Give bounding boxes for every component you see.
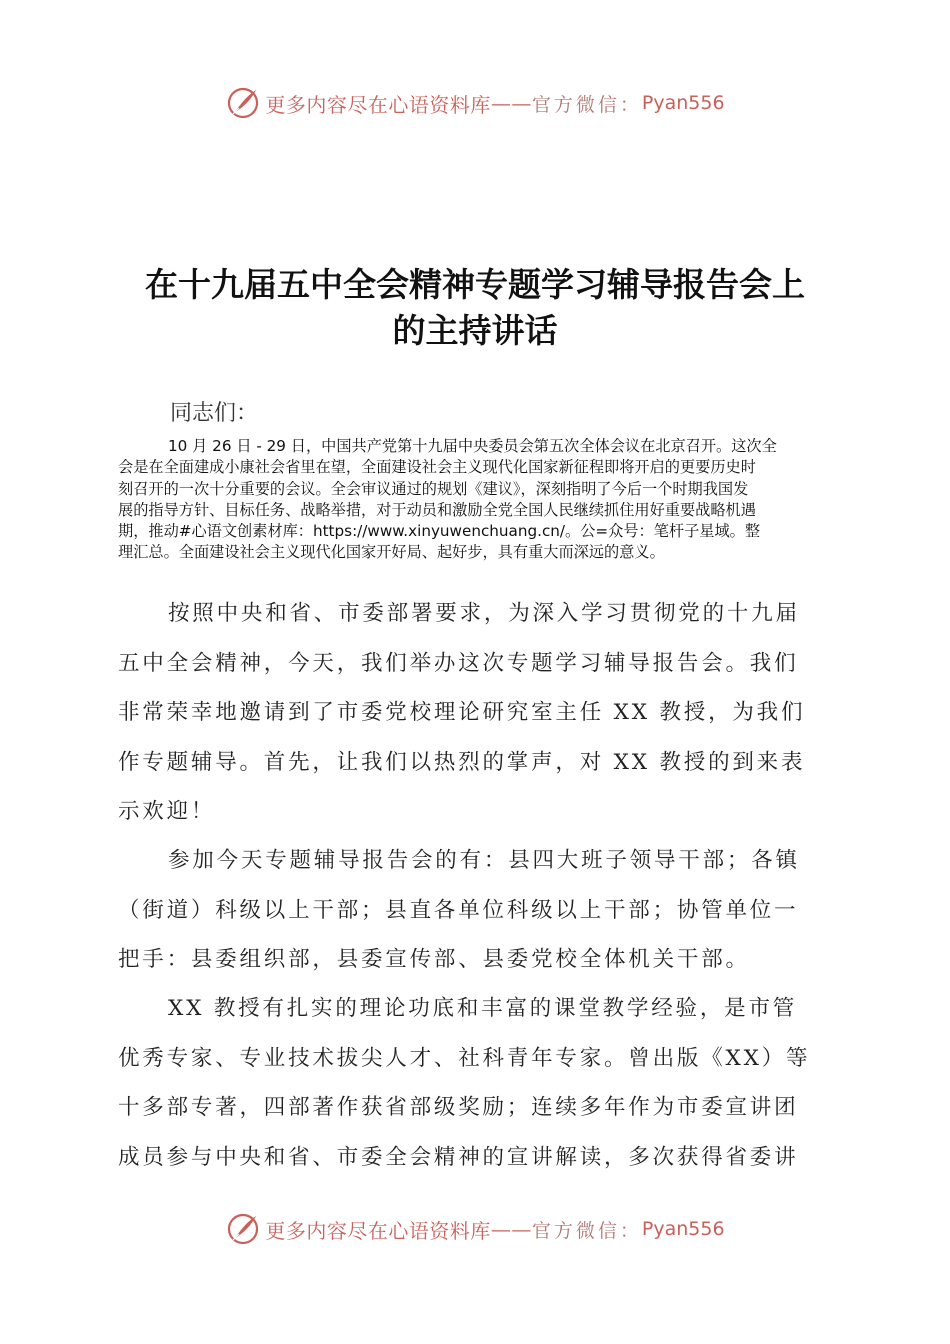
quill-logo-icon — [225, 1211, 261, 1247]
intro-line: 10 月 26 日 - 29 日，中国共产党第十九届中央委员会第五次全体会议在北京召开。这次全 — [168, 437, 777, 455]
paragraph-line: 参加今天专题辅导报告会的有：县四大班子领导干部；各镇 — [168, 848, 800, 873]
greeting: 同志们： — [170, 401, 259, 426]
title-line: 的主持讲话 — [392, 311, 558, 350]
paragraph-line: 作专题辅导。首先，让我们以热烈的掌声，对 XX 教授的到来表 — [118, 749, 806, 775]
paragraph-line: 优秀专家、专业技术拔尖人才、社科青年专家。曾出版《XX）等 — [118, 1045, 811, 1071]
watermark-wechat-id: Pyan556 — [641, 92, 725, 114]
watermark-wechat-label: 官方微信： — [531, 1219, 642, 1242]
intro-line: 理汇总。全面建设社会主义现代化国家开好局、起好步，具有重大而深远的意义。 — [118, 543, 665, 562]
watermark-wechat-id: Pyan556 — [641, 1218, 725, 1240]
paragraph-line: 把手：县委组织部，县委宣传部、县委党校全体机关干部。 — [118, 947, 750, 972]
watermark-dash: —— — [490, 91, 532, 115]
intro-line: 刻召开的一次十分重要的会议。全会审议通过的规划《建议》，深刻指明了今后一个时期我国发 — [118, 479, 749, 498]
paragraph-line: 成员参与中央和省、市委全会精神的宣讲解读，多次获得省委讲 — [118, 1144, 799, 1170]
body-paragraph-3 — [118, 984, 834, 1182]
paragraph-line: （街道）科级以上干部；县直各单位科级以上干部；协管单位一 — [118, 897, 799, 923]
watermark-dash: —— — [490, 1217, 532, 1241]
intro-line: 展的指导方针、目标任务、战略举措，对于动员和激励全党全国人民继续抓住用好重要战略机遇 — [118, 500, 756, 519]
intro-line: 期，推动#心语文创素材库：https://www.xinyuwenchuang.cn/。公=众号：笔杆子星域。整 — [118, 522, 761, 541]
paragraph-line: 五中全会精神，今天，我们举办这次专题学习辅导报告会。我们 — [118, 650, 799, 676]
paragraph-line: 非常荣幸地邀请到了市委党校理论研究室主任 XX 教授，为我们 — [118, 700, 806, 725]
intro-paragraph — [118, 436, 834, 564]
watermark-banner-top — [0, 83, 950, 123]
paragraph-line: 十多部专著，四部著作获省部级奖励；连续多年作为市委宣讲团 — [118, 1095, 799, 1120]
title-line: 在十九届五中全会精神专题学习辅导报告会上 — [145, 265, 805, 304]
paragraph-line: XX 教授有扎实的理论功底和丰富的课堂教学经验，是市管 — [168, 996, 798, 1021]
watermark-wechat-label: 官方微信： — [531, 93, 642, 116]
body-paragraph-1 — [118, 589, 834, 837]
watermark-text: 更多内容尽在心语资料库 — [265, 92, 491, 117]
quill-logo-icon — [225, 85, 261, 121]
body-paragraph-2 — [118, 836, 834, 985]
intro-line: 会是在全面建成小康社会省里在望，全面建设社会主义现代化国家新征程即将开启的更要历史时 — [118, 458, 756, 477]
watermark-banner-bottom — [0, 1209, 950, 1249]
paragraph-line: 按照中央和省、市委部署要求，为深入学习贯彻党的十九届 — [168, 601, 800, 626]
document-title — [110, 262, 840, 354]
paragraph-line: 示欢迎！ — [118, 799, 216, 824]
watermark-text: 更多内容尽在心语资料库 — [265, 1218, 491, 1243]
